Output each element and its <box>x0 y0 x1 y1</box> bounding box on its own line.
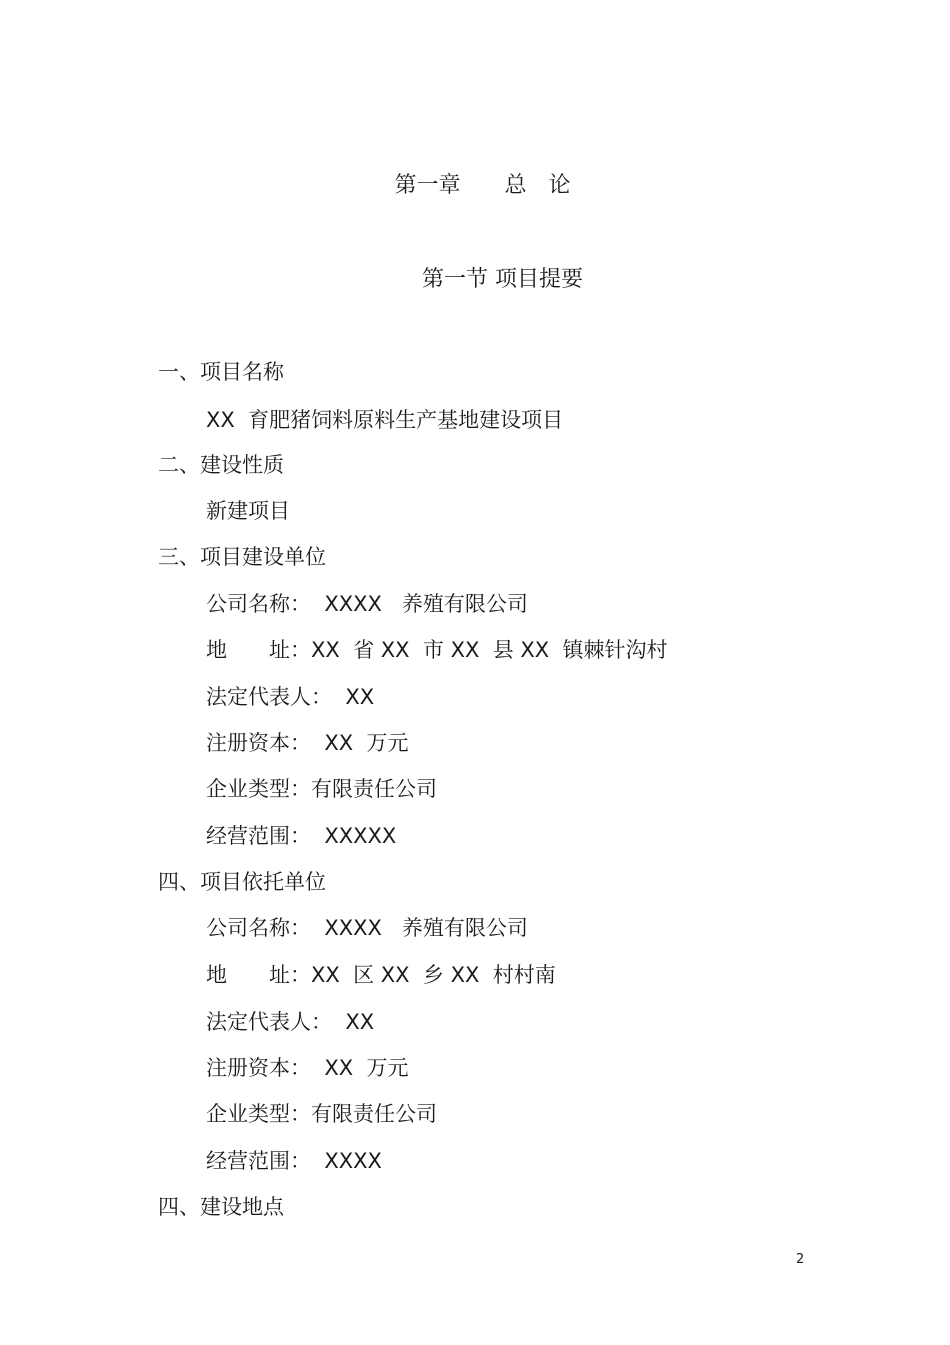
heading-construction-site: 四、建设地点 <box>158 1195 284 1219</box>
construction-unit-company-type: 企业类型：有限责任公司 <box>206 777 437 801</box>
heading-construction-unit: 三、项目建设单位 <box>158 545 326 569</box>
heading-supporting-unit: 四、项目依托单位 <box>158 870 326 894</box>
section-title: 第一节 项目提要 <box>422 267 583 292</box>
chapter-title: 第一章 总 论 <box>394 173 571 198</box>
supporting-unit-capital: 注册资本： XX 万元 <box>206 1056 409 1080</box>
page-number: 2 <box>796 1252 805 1267</box>
supporting-unit-address: 地 址：XX 区 XX 乡 XX 村村南 <box>206 963 556 987</box>
supporting-unit-company-type: 企业类型：有限责任公司 <box>206 1102 437 1126</box>
construction-unit-business-scope: 经营范围： XXXXX <box>206 824 397 848</box>
supporting-unit-business-scope: 经营范围： XXXX <box>206 1149 382 1173</box>
construction-unit-legal-rep: 法定代表人： XX <box>206 685 375 709</box>
construction-nature-value: 新建项目 <box>206 499 290 523</box>
construction-unit-capital: 注册资本： XX 万元 <box>206 731 409 755</box>
heading-construction-nature: 二、建设性质 <box>158 453 284 477</box>
construction-unit-company-name: 公司名称： XXXX 养殖有限公司 <box>206 592 528 616</box>
supporting-unit-legal-rep: 法定代表人： XX <box>206 1010 375 1034</box>
heading-project-name: 一、项目名称 <box>158 360 284 384</box>
construction-unit-address: 地 址：XX 省 XX 市 XX 县 XX 镇棘针沟村 <box>206 638 668 662</box>
supporting-unit-company-name: 公司名称： XXXX 养殖有限公司 <box>206 916 528 940</box>
project-name-value: XX 育肥猪饲料原料生产基地建设项目 <box>206 408 564 432</box>
